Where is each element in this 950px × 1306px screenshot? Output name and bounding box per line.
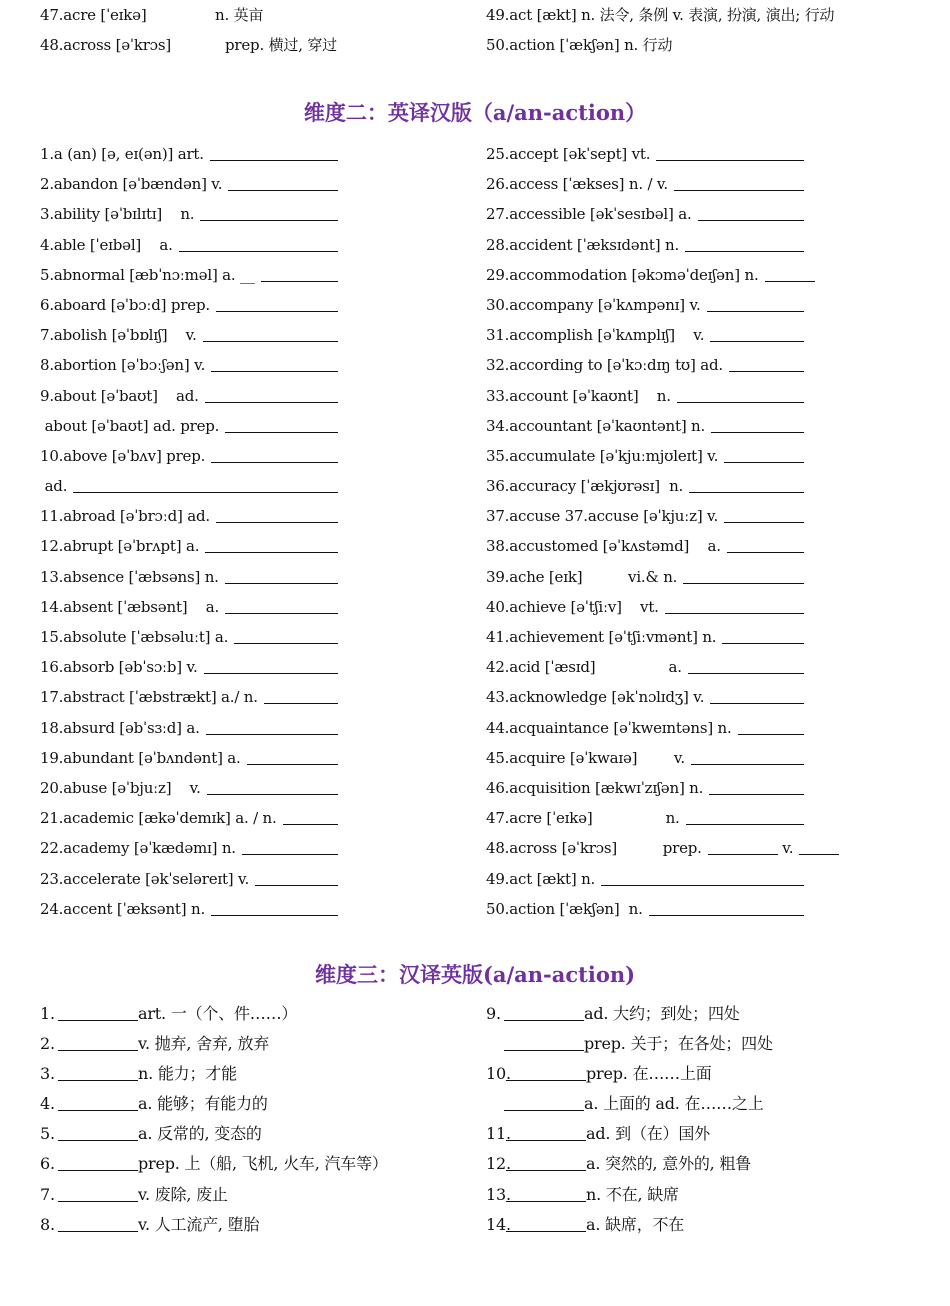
word-entry: 48.across [əˈkrɔs] prep. [486,839,702,858]
answer-blank[interactable] [724,507,804,523]
answer-blank[interactable] [506,1155,586,1171]
word-entry: 12.abrupt [əˈbrʌpt] a. [40,537,200,556]
item-number: 13. [486,1184,511,1204]
list-item [486,773,839,803]
item-number: 1. [40,1004,55,1023]
answer-blank[interactable] [506,1216,586,1232]
item-number: 11. [486,1124,511,1144]
answer-blank[interactable] [711,417,804,433]
list-item [486,531,839,561]
answer-blank[interactable] [799,839,839,855]
list-item [40,1149,388,1179]
answer-blank[interactable] [247,749,338,765]
answer-blank[interactable] [211,356,338,372]
word-entry: 31.accomplish [əˈkʌmplɪʃ] v. [486,326,705,345]
list-item [486,139,839,169]
answer-blank[interactable] [656,145,804,161]
section3-left-column [40,999,388,1240]
answer-blank[interactable] [724,447,804,463]
word-entry: 42.acid [ˈæsɪd] a. [486,658,682,677]
list-item [486,1089,773,1119]
item-number: 14. [486,1214,511,1234]
word-entry: 9.about [əˈbaʊt] ad. [40,386,199,405]
answer-blank[interactable] [709,779,804,795]
answer-blank[interactable] [674,175,804,191]
answer-blank[interactable] [506,1065,586,1081]
answer-blank[interactable] [665,598,804,614]
section3-title: 维度三：汉译英版(a/an-action) [314,962,636,987]
top-left-column [40,0,337,60]
word-entry: 15.absolute [ˈæbsəluːt] a. [40,628,229,646]
list-item [486,622,839,652]
word-entry: 37.accuse 37.accuse [əˈkjuːz] v. [486,507,719,526]
list-item [40,864,338,894]
list-item [40,1210,388,1240]
word-entry: 45.acquire [əˈkwaɪə] v. [486,748,685,767]
list-item [486,320,839,350]
section2-title: 维度二：英译汉版（a/an-action） [303,100,647,125]
word-entry: 5.abnormal [æbˈnɔːməl] a. __ [40,265,255,284]
answer-blank[interactable] [506,1186,586,1202]
item-number: 10. [486,1064,511,1084]
answer-blank[interactable] [506,1125,586,1141]
word-entry: 3.ability [əˈbɪlɪtɪ] n. [40,205,195,224]
answer-blank[interactable] [504,1005,584,1021]
answer-blank[interactable] [206,719,338,735]
list-item [40,199,338,229]
list-item [486,1180,773,1210]
word-entry: 43.acknowledge [əkˈnɔlɪdʒ] v. [486,688,705,707]
answer-blank[interactable] [216,296,338,312]
item-number: 4. [40,1094,55,1114]
word-entry: 29.accommodation [əkɔməˈdeɪʃən] n. [486,265,759,284]
answer-blank[interactable] [677,387,804,403]
answer-blank[interactable] [601,870,804,886]
list-item [40,773,338,803]
answer-blank[interactable] [689,477,804,493]
list-item [40,531,338,561]
list-item [486,713,839,743]
answer-blank[interactable] [58,1125,138,1141]
definition: v. 人工流产, 堕胎 [138,1214,260,1234]
answer-blank[interactable] [683,568,804,584]
word-entry: 44.acquaintance [əˈkweɪntəns] n. [486,718,732,737]
list-item [40,350,338,380]
pos-label: v. [777,839,794,858]
answer-blank[interactable] [738,719,804,735]
item-number: 7. [40,1184,55,1204]
answer-blank[interactable] [207,779,338,795]
list-item [486,743,839,773]
word-entry: 47.acre [ˈeɪkə] n. [486,809,680,828]
answer-blank[interactable] [210,145,338,161]
answer-blank[interactable] [727,537,804,553]
item-number: 5. [40,1124,55,1144]
list-item [40,1119,388,1149]
list-item [486,471,839,501]
answer-blank[interactable] [216,507,338,523]
item-number: 3. [40,1064,55,1084]
list-item [40,622,338,652]
answer-blank[interactable] [234,628,338,644]
answer-blank[interactable] [707,296,804,312]
list-item [486,30,834,60]
list-item [40,0,337,30]
word-entry: 16.absorb [əbˈsɔːb] v. [40,658,198,677]
list-item [486,169,839,199]
answer-blank[interactable] [58,1095,138,1111]
word-entry: ad. [40,477,68,496]
word-entry: 4.able [ˈeɪbəl] a. [40,235,173,254]
item-number: 2. [40,1034,55,1054]
list-item [40,743,338,773]
list-item [486,290,839,320]
answer-blank[interactable] [211,900,338,916]
list-item [486,592,839,622]
word-entry: 35.accumulate [əˈkjuːmjʊleɪt] v. [486,446,719,465]
word-entry: 38.accustomed [əˈkʌstəmd] a. [486,537,721,556]
definition: a. 缺席，不在 [586,1214,685,1234]
list-item [486,501,839,531]
word-entry: 8.abortion [əˈbɔːʃən] v. [40,356,206,375]
list-item [40,682,338,712]
answer-blank[interactable] [58,1186,138,1202]
word-entry: 18.absurd [əbˈsɜːd] a. [40,718,200,737]
list-item [40,713,338,743]
list-item [40,833,338,863]
definition: prep. 上（船, 飞机, 火车, 汽车等） [138,1154,388,1174]
list-item [40,999,388,1029]
word-entry: 28.accident [ˈæksɪdənt] n. [486,235,680,254]
section3-right-column [486,999,773,1240]
word-entry: 7.abolish [əˈbɒlɪʃ] v. [40,326,197,345]
list-item [40,1029,388,1059]
word-entry: 23.accelerate [əkˈseləreɪt] v. [40,869,250,888]
answer-blank[interactable] [283,809,338,825]
answer-blank[interactable] [204,658,338,674]
definition: v. 废除, 废止 [138,1184,228,1204]
word-entry: 2.abandon [əˈbændən] v. [40,175,223,194]
answer-blank[interactable] [242,839,338,855]
word-entry: 17.abstract [ˈæbstrækt] a./ n. [40,688,258,707]
word-entry: 46.acquisition [ækwɪˈzɪʃən] n. [486,778,704,797]
answer-blank[interactable] [225,598,338,614]
word-entry: 50.action [ˈækʃən] n. [486,899,643,918]
list-item [486,1149,773,1179]
word-entry: 21.academic [ækəˈdemɪk] a. / n. [40,809,277,828]
list-item [40,230,338,260]
word-entry: 41.achievement [əˈtʃiːvmənt] n. [486,628,717,646]
word-entry: 19.abundant [əˈbʌndənt] a. [40,748,241,767]
definition: v. 抛弃, 舍弃, 放弃 [138,1034,270,1054]
answer-blank[interactable] [710,688,804,704]
item-number: 9. [486,1004,501,1023]
answer-blank[interactable] [765,266,815,282]
list-item [486,1210,773,1240]
answer-blank[interactable] [73,477,338,493]
definition: a. 上面的 ad. 在……之上 [584,1094,764,1114]
definition: n. 英亩 [215,6,264,24]
word-entry: 10.above [əˈbʌv] prep. [40,446,206,465]
word-entry: 50.action [ˈækʃən] n. 行动 [486,36,673,55]
answer-blank[interactable] [58,1035,138,1051]
answer-blank[interactable] [688,658,804,674]
list-item [486,381,839,411]
answer-blank[interactable] [504,1035,584,1051]
word-entry: 49.act [ækt] n. 法令, 条例 v. 表演, 扮演, 演出; 行动 [486,6,835,24]
list-item [40,441,338,471]
top-right-column [486,0,834,60]
answer-blank[interactable] [729,356,804,372]
answer-blank[interactable] [264,688,338,704]
list-item [486,441,839,471]
answer-blank[interactable] [58,1065,138,1081]
answer-blank[interactable] [205,537,338,553]
answer-blank[interactable] [722,628,804,644]
word-entry: 20.abuse [əˈbjuːz] v. [40,778,201,797]
list-item [40,260,338,290]
definition: a. 反常的, 变态的 [138,1124,262,1144]
section2-left-column [40,139,338,924]
list-item [486,562,839,592]
item-number: 8. [40,1214,55,1234]
list-item [40,803,338,833]
word-entry: 24.accent [ˈæksənt] n. [40,899,206,918]
list-item [40,652,338,682]
answer-blank[interactable] [708,839,778,855]
list-item [40,592,338,622]
word-entry: 33.account [əˈkaʊnt] n. [486,386,671,405]
answer-blank[interactable] [228,175,338,191]
list-item [40,169,338,199]
answer-blank[interactable] [225,568,338,584]
answer-blank[interactable] [685,236,804,252]
list-item [40,381,338,411]
answer-blank[interactable] [200,205,338,221]
word-entry: 34.accountant [əˈkaʊntənt] n. [486,416,706,435]
list-item [486,682,839,712]
list-item [40,501,338,531]
item-number: 6. [40,1154,55,1174]
answer-blank[interactable] [211,447,338,463]
list-item [486,999,773,1029]
answer-blank[interactable] [58,1005,138,1021]
list-item [486,833,839,863]
answer-blank[interactable] [255,870,338,886]
word-entry: 48.across [əˈkrɔs] [40,36,172,55]
answer-blank[interactable] [179,236,338,252]
definition: prep. 关于；在各处；四处 [584,1034,773,1054]
list-item [486,1059,773,1089]
word-entry: 32.according to [əˈkɔːdɪŋ tʊ] ad. [486,356,723,375]
list-item [486,894,839,924]
list-item [40,562,338,592]
definition: a. 突然的, 意外的, 粗鲁 [586,1154,752,1174]
word-entry: 47.acre [ˈeɪkə] [40,6,147,24]
list-item [486,230,839,260]
list-item [40,1059,388,1089]
word-entry: 49.act [ækt] n. [486,869,596,888]
list-item [486,1119,773,1149]
word-entry: 13.absence [ˈæbsəns] n. [40,567,219,586]
word-entry: 39.ache [eɪk] vi.& n. [486,567,678,586]
answer-blank[interactable] [205,387,338,403]
item-number: 12. [486,1154,511,1174]
list-item [40,139,338,169]
list-item [486,260,839,290]
word-entry: 25.accept [əkˈsept] vt. [486,145,651,163]
answer-blank[interactable] [649,900,804,916]
definition: n. 不在, 缺席 [586,1184,679,1204]
list-item [40,1180,388,1210]
list-item [40,320,338,350]
list-item [486,803,839,833]
answer-blank[interactable] [698,205,804,221]
list-item [486,199,839,229]
list-item [486,411,839,441]
list-item [486,350,839,380]
definition: ad. 大约；到处；四处 [584,1004,740,1023]
word-entry: 40.achieve [əˈtʃiːv] vt. [486,597,659,616]
section2-right-column [486,139,839,924]
list-item [40,471,338,501]
definition: a. 能够；有能力的 [138,1094,268,1114]
word-entry: 6.aboard [əˈbɔːd] prep. [40,295,210,314]
word-entry: 1.a (an) [ə, eɪ(ən)] art. [40,145,204,163]
word-entry: 26.access [ˈækses] n. / v. [486,175,668,194]
answer-blank[interactable] [225,417,338,433]
list-item [40,894,338,924]
answer-blank[interactable] [686,809,804,825]
answer-blank[interactable] [691,749,804,765]
word-entry: 36.accuracy [ˈækjʊrəsɪ] n. [486,477,684,496]
list-item [486,1029,773,1059]
answer-blank[interactable] [58,1155,138,1171]
word-entry: 14.absent [ˈæbsənt] a. [40,597,220,616]
answer-blank[interactable] [261,266,338,282]
list-item [40,1089,388,1119]
answer-blank[interactable] [504,1095,584,1111]
definition: n. 能力；才能 [138,1064,237,1084]
list-item [486,652,839,682]
list-item [486,864,839,894]
word-entry: 22.academy [əˈkædəmɪ] n. [40,839,236,858]
word-entry: about [əˈbaʊt] ad. prep. [40,416,220,435]
answer-blank[interactable] [58,1216,138,1232]
definition: prep. 横过, 穿过 [225,36,337,55]
answer-blank[interactable] [203,326,338,342]
definition: ad. 到（在）国外 [586,1124,710,1144]
word-entry: 11.abroad [əˈbrɔːd] ad. [40,507,210,526]
list-item [40,30,337,60]
word-entry: 30.accompany [əˈkʌmpənɪ] v. [486,295,701,314]
answer-blank[interactable] [710,326,804,342]
definition: prep. 在……上面 [586,1064,712,1084]
list-item [40,411,338,441]
word-entry: 27.accessible [əkˈsesɪbəl] a. [486,205,692,224]
definition: art. 一（个、件……） [138,1004,298,1023]
list-item [486,0,834,30]
list-item [40,290,338,320]
